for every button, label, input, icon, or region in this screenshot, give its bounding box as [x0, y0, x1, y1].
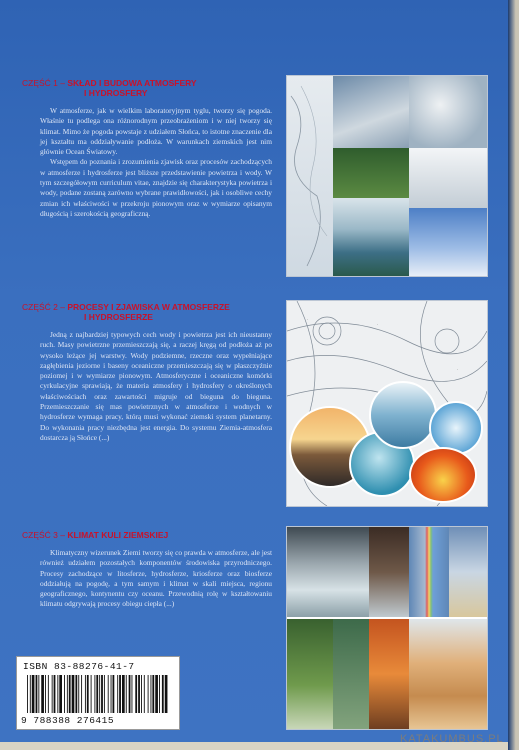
section-3	[22, 530, 272, 610]
ean-label: 9 788388 276415	[21, 715, 115, 726]
rainbow-photo	[409, 527, 449, 617]
sky-photo	[409, 208, 487, 276]
forest-valley-photo	[333, 619, 369, 729]
section-2-title-line2: I HYDROSFERZE	[84, 312, 153, 322]
rock-photo	[369, 527, 409, 617]
section-1-paragraph: W atmosferze, jak w wielkim laboratoryjnym tyglu, tworzy się pogoda. Właśnie tu podlega ona różnorodnym przeobrażeniom i w niej tworzy się klimat. Mimo że pogoda powstaje z udziałem Słońca, to istotne znaczenie dla jej kształtu ma oddziaływanie podłoża. W warunkach ziemskich jest nim głównie Ocean Światowy.	[40, 106, 272, 157]
section-2-heading	[22, 302, 272, 322]
section-2	[22, 302, 272, 443]
isbn-label: ISBN 83-88276-41-7	[23, 661, 135, 672]
desert-photo	[409, 619, 487, 729]
map-lines-icon	[287, 76, 333, 276]
ice-photo	[409, 148, 487, 208]
section-3-part: CZĘŚĆ 3 –	[22, 530, 65, 540]
photo-collage-3	[286, 526, 488, 730]
isbn-barcode-box	[16, 656, 180, 730]
glacier-photo	[287, 527, 369, 617]
jungle-photo	[287, 619, 333, 729]
autumn-photo	[369, 619, 409, 729]
sea-photo	[369, 381, 437, 449]
photo-collage-1	[286, 75, 488, 277]
section-3-heading	[22, 530, 272, 540]
section-1-title-line2: I HYDROSFERY	[84, 88, 148, 98]
section-3-paragraph: Klimatyczny wizerunek Ziemi tworzy się co prawda w atmosferze, ale jest również udziałem pozostałych komponentów środowiska przyrodniczego. Procesy zachodzące w litosferze, hydrosferze, kriosferze oraz biosferze oddziałują na pogodę, a tym samym i klimat w skali miejsca, regionu geograficznego, kontynentu czy oceanu. Przewodnią rolę w kształtowaniu klimatu odgrywają procesy obiegu ciepła (...)	[40, 548, 272, 609]
watermark-text: KATAKUMBUS.PL	[400, 733, 504, 745]
waterfall-photo	[333, 198, 409, 276]
section-1-part: CZĘŚĆ 1 –	[22, 78, 65, 88]
clouds-photo	[333, 76, 409, 148]
section-3-title: KLIMAT KULI ZIEMSKIEJ	[67, 530, 169, 540]
section-1-paragraph: Wstępem do poznania i zrozumienia zjawisk oraz procesów zachodzących w atmosferze i hydrosferze jest bliższe przedstawienie powietrza i wody. W tym szczegółowym curriculum vitae, znajdzie się charakterystyka powietrza i wody, podane zostaną zarówno wybrane prawidłowości, jak i osobliwe cechy zmian ich właściwości w przekroju pionowym oraz w wymiarze opisanym długością i szerokością geograficzną.	[40, 157, 272, 218]
barcode-icon	[27, 675, 169, 713]
svg-text:·: ·	[307, 317, 309, 322]
photo-collage-2	[286, 300, 488, 507]
section-1-heading	[22, 78, 272, 98]
beach-photo	[449, 527, 487, 617]
section-3-body	[22, 548, 272, 610]
book-spine-edge	[508, 0, 519, 750]
svg-text:·: ·	[457, 367, 459, 372]
section-1-body	[22, 106, 272, 219]
section-2-body	[22, 330, 272, 443]
svg-text:·: ·	[377, 322, 379, 327]
section-1	[22, 78, 272, 219]
section-2-title: PROCESY I ZJAWISKA W ATMOSFERZE	[67, 302, 230, 312]
section-2-part: CZĘŚĆ 2 –	[22, 302, 65, 312]
section-1-title: SKŁAD I BUDOWA ATMOSFERY	[67, 78, 197, 88]
section-2-paragraph: Jedną z najbardziej typowych cech wody i powietrza jest ich nieustanny ruch. Masy powietrzne przemieszczają się, a raczej kręgą od podłoża aż po wysoko leżące jej warstwy. Wody podziemne, rzeczne oraz wypełniające zagłębienia jeziorne i baseny oceaniczne przemieszczają się w płaszczyźnie poziomej i w wymiarze pionowym. Atmosferyczne i oceaniczne komórki cyrkulacyjne sprawiają, że materia atmosfery i hydrosfery o określonych właściwościach oraz zawartości migruje od bieguna do bieguna. Przemieszczanie się mas powietrznych w atmosferze i wodnych w hydrosferze wymaga pracy, którą musi wykonać ziemski system planetarny. Do wykonania pracy niezbędna jest energia. Do systemu Ziemia-atmosfera dostarcza ją Słońce (...)	[40, 330, 272, 442]
satellite-cloud-photo	[409, 76, 487, 148]
fire-cloud-photo	[409, 447, 477, 503]
forest-photo	[333, 148, 409, 198]
